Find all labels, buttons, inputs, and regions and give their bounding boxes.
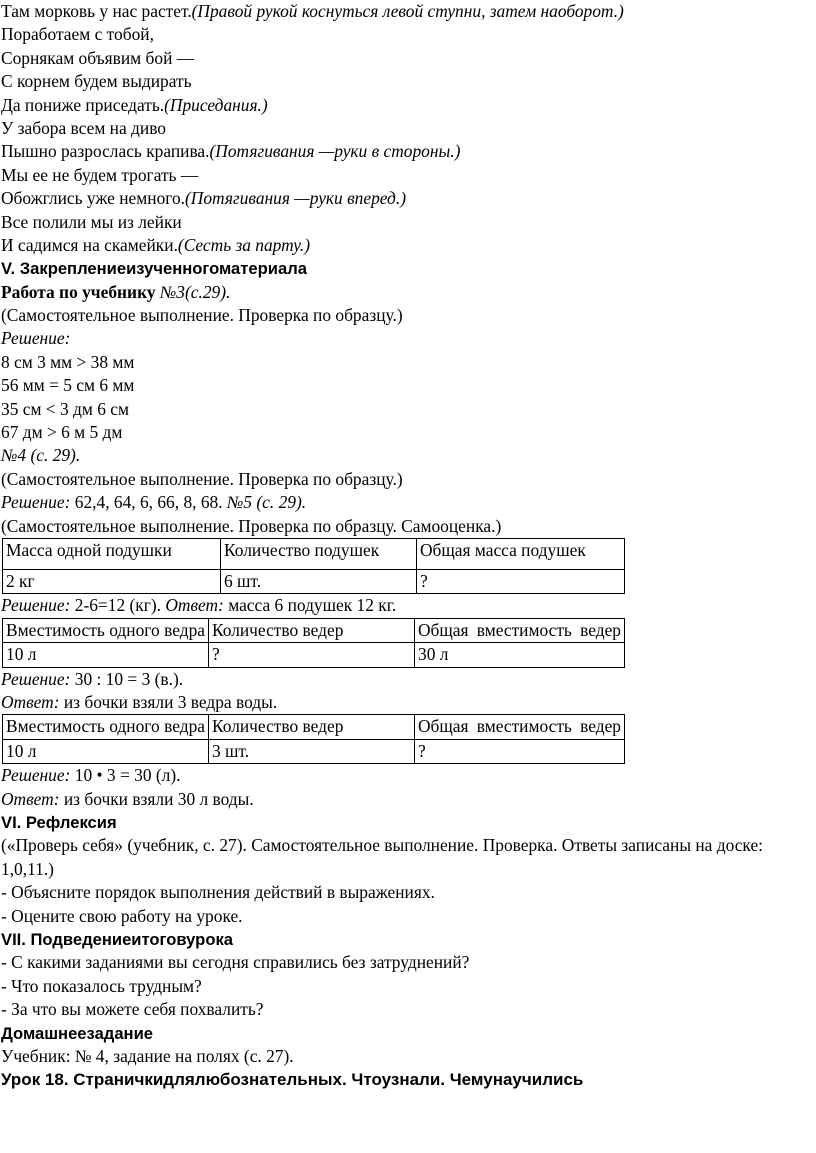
solution-line: 8 см 3 мм > 38 мм xyxy=(1,351,135,372)
poem-line xyxy=(1,140,815,163)
poem-text: Пышно разрослась крапива. xyxy=(1,141,210,162)
table-cell: ? xyxy=(415,739,625,763)
answer-line xyxy=(1,788,815,811)
solution-line xyxy=(1,764,815,787)
table-header-cell xyxy=(415,618,625,642)
table-row xyxy=(3,739,625,763)
reflection-text: («Проверь себя» (учебник, с. 27). Самостоятельное выполнение. Проверка. Ответы записаны на доске: 1,0,11.) xyxy=(1,835,763,879)
table-header-row xyxy=(3,715,625,739)
poem-line xyxy=(1,70,815,93)
poem-text: Да пониже приседать. xyxy=(1,94,165,115)
poem-line xyxy=(1,0,815,23)
section-heading: V. Закреплениеизученногоматериала xyxy=(1,259,307,279)
table-header-cell: Количество подушек xyxy=(221,538,417,569)
solution-label: Решение: xyxy=(1,492,71,513)
section-heading: VII. Подведениеитоговурока xyxy=(1,929,233,949)
list-item: - За что вы можете себя похвалить? xyxy=(1,999,264,1020)
table-pillows xyxy=(2,538,625,594)
table-header-cell: Масса одной подушки xyxy=(3,538,221,569)
poem xyxy=(1,0,815,257)
answer-text: масса 6 подушек 12 кг. xyxy=(223,595,397,616)
poem-text: И садимся на скамейки. xyxy=(1,234,178,255)
task-title: №4 (с. 29). xyxy=(1,445,81,466)
poem-text: С корнем будем выдирать xyxy=(1,71,192,92)
poem-line xyxy=(1,187,815,210)
header-text: Вместимость одного ведра xyxy=(6,619,205,640)
header-text: Вместимость одного ведра xyxy=(6,716,205,737)
poem-text: У забора всем на диво xyxy=(1,117,166,138)
list-item: - С какими заданиями вы сегодня справились без затруднений? xyxy=(1,952,470,973)
exercise-note: (Потягивания —руки вперед.) xyxy=(185,188,406,209)
answer-line xyxy=(1,691,815,714)
answer-text: из бочки взяли 30 л воды. xyxy=(59,788,254,809)
table-cell: 10 л xyxy=(3,739,209,763)
task-note: (Самостоятельное выполнение. Проверка по образцу.) xyxy=(1,305,403,326)
answer-label: Ответ: xyxy=(1,691,60,712)
next-lesson-title: Урок 18. Страничкидлялюбознательных. Чтоузнали. Чемунаучились xyxy=(1,1070,584,1090)
task-title: №5 (с. 29). xyxy=(226,492,307,513)
solution-label: Решение: xyxy=(1,668,71,689)
poem-line xyxy=(1,23,815,46)
table-cell: 10 л xyxy=(3,643,209,667)
solution-label: Решение: xyxy=(1,765,71,786)
section-heading: VI. Рефлексия xyxy=(1,812,117,832)
poem-text: Обожглись уже немного. xyxy=(1,188,186,209)
poem-line xyxy=(1,47,815,70)
poem-text: Все полили мы из лейки xyxy=(1,211,182,232)
table-header-cell xyxy=(3,618,209,642)
table-header-cell: Количество ведер xyxy=(209,618,415,642)
table-row xyxy=(3,643,625,667)
table-buckets-2 xyxy=(2,714,625,764)
poem-line xyxy=(1,164,815,187)
table-header-cell xyxy=(3,715,209,739)
solution-line xyxy=(1,668,815,691)
solution-line: 56 мм = 5 см 6 мм xyxy=(1,375,135,396)
answer-text: из бочки взяли 3 ведра воды. xyxy=(59,691,278,712)
poem-text: Там морковь у нас растет. xyxy=(1,1,192,21)
answer-label: Ответ: xyxy=(165,595,224,616)
solution-text: 30 : 10 = 3 (в.). xyxy=(70,668,184,689)
table-row xyxy=(3,569,625,593)
table-header-cell: Количество ведер xyxy=(209,715,415,739)
exercise-note: (Приседания.) xyxy=(164,94,268,115)
header-text: Общая вместимость ведер xyxy=(418,716,621,737)
solution-line: 67 дм > 6 м 5 дм xyxy=(1,422,123,443)
table-header-cell xyxy=(415,715,625,739)
work-title xyxy=(1,281,815,304)
table-cell: 3 шт. xyxy=(209,739,415,763)
document-page xyxy=(1,0,815,1092)
task-note: (Самостоятельное выполнение. Проверка по образцу.) xyxy=(1,468,403,489)
solution-label: Решение: xyxy=(1,595,71,616)
poem-text: Мы ее не будем трогать — xyxy=(1,164,199,185)
poem-line xyxy=(1,117,815,140)
task4-solution xyxy=(1,491,815,514)
answer-label: Ответ: xyxy=(1,788,60,809)
table-header-cell: Общая масса подушек xyxy=(417,538,625,569)
homework-text: Учебник: № 4, задание на полях (с. 27). xyxy=(1,1045,294,1066)
solution-text: 62,4, 64, 6, 66, 8, 68. xyxy=(70,492,227,513)
exercise-note: (Правой рукой коснуться левой ступни, затем наоборот.) xyxy=(191,1,624,21)
exercise-note: (Потягивания —руки в стороны.) xyxy=(209,141,461,162)
section-heading: Домашнеезадание xyxy=(1,1023,154,1043)
work-title-bold: Работа по учебнику xyxy=(1,281,156,302)
solution-answer-line xyxy=(1,594,815,617)
table-cell: ? xyxy=(417,569,625,593)
solution-text: 2-6=12 (кг). xyxy=(70,595,166,616)
poem-text: Сорнякам объявим бой — xyxy=(1,47,195,68)
solution-text: 10 • 3 = 30 (л). xyxy=(70,765,181,786)
table-header-row xyxy=(3,538,625,569)
solution-label: Решение: xyxy=(1,328,71,349)
list-item: - Что показалось трудным? xyxy=(1,975,202,996)
poem-line xyxy=(1,211,815,234)
poem-line xyxy=(1,94,815,117)
exercise-note: (Сесть за парту.) xyxy=(177,234,311,255)
table-buckets-1 xyxy=(2,618,625,668)
poem-text: Поработаем с тобой, xyxy=(1,24,154,45)
table-cell: 30 л xyxy=(415,643,625,667)
task-note: (Самостоятельное выполнение. Проверка по образцу. Самооценка.) xyxy=(1,515,502,536)
solution-line: 35 см < 3 дм 6 см xyxy=(1,398,129,419)
task-ref: №3(с.29). xyxy=(155,281,231,302)
table-cell: 6 шт. xyxy=(221,569,417,593)
table-cell: ? xyxy=(209,643,415,667)
header-text: Общая вместимость ведер xyxy=(418,619,621,640)
table-header-row xyxy=(3,618,625,642)
poem-line xyxy=(1,234,815,257)
table-cell: 2 кг xyxy=(3,569,221,593)
list-item: - Объясните порядок выполнения действий в выражениях. xyxy=(1,882,435,903)
list-item: - Оцените свою работу на уроке. xyxy=(1,905,243,926)
